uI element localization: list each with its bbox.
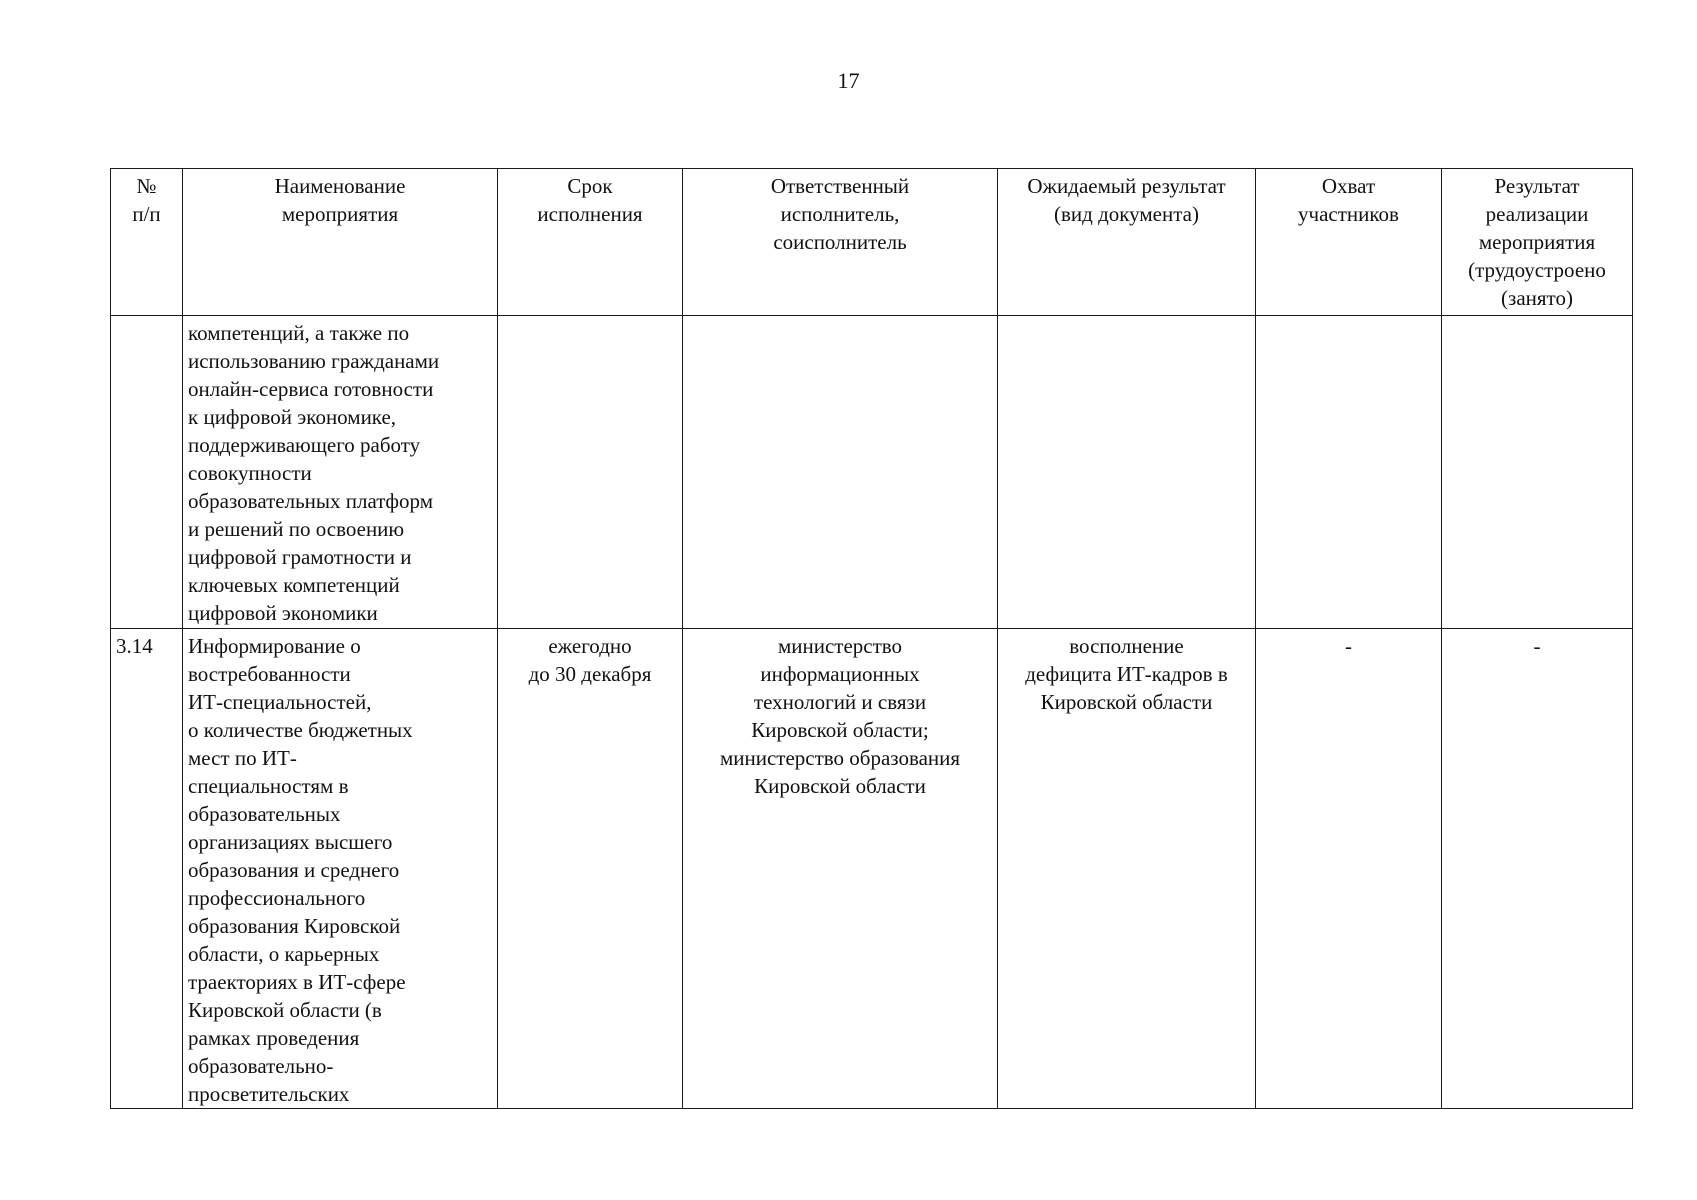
table-header-row bbox=[111, 169, 1633, 316]
events-plan-table bbox=[110, 168, 1633, 1109]
page-number: 17 bbox=[837, 68, 860, 93]
cell-deadline: ежегодно до 30 декабря bbox=[498, 629, 683, 1109]
table-row-continued bbox=[111, 316, 1633, 629]
table-row-3-14 bbox=[111, 629, 1633, 1109]
cell-expected-result: восполнение дефицита ИТ-кадров в Кировской области bbox=[998, 629, 1256, 1109]
header-deadline: Срок исполнения bbox=[498, 169, 683, 316]
cell-outcome: - bbox=[1442, 629, 1633, 1109]
header-outcome: Результат реализации мероприятия (трудоустроено (занято) bbox=[1442, 169, 1633, 316]
cell-coverage: - bbox=[1256, 629, 1442, 1109]
cell-responsible: министерство информационных технологий и связи Кировской области; министерство образования Кировской области bbox=[683, 629, 998, 1109]
cell-coverage bbox=[1256, 316, 1442, 629]
cell-number bbox=[111, 316, 183, 629]
header-responsible: Ответственный исполнитель, соисполнитель bbox=[683, 169, 998, 316]
header-coverage: Охват участников bbox=[1256, 169, 1442, 316]
cell-number: 3.14 bbox=[111, 629, 183, 1109]
header-expected-result: Ожидаемый результат (вид документа) bbox=[998, 169, 1256, 316]
cell-outcome bbox=[1442, 316, 1633, 629]
header-event-name: Наименование мероприятия bbox=[183, 169, 498, 316]
cell-event-name: Информирование о востребованности ИТ-специальностей, о количестве бюджетных мест по ИТ- специальностям в образовательных организациях высшего образования и среднего профессионального образования Кировской области, о карьерных траекториях в ИТ-сфере Кировской области (в рамках проведения образовательно- просветительских bbox=[183, 629, 498, 1109]
cell-expected-result bbox=[998, 316, 1256, 629]
cell-event-name: компетенций, а также по использованию гражданами онлайн-сервиса готовности к цифровой экономике, поддерживающего работу совокупности образовательных платформ и решений по освоению цифровой грамотности и ключевых компетенций цифровой экономики bbox=[183, 316, 498, 629]
cell-responsible bbox=[683, 316, 998, 629]
cell-deadline bbox=[498, 316, 683, 629]
header-number: № п/п bbox=[111, 169, 183, 316]
